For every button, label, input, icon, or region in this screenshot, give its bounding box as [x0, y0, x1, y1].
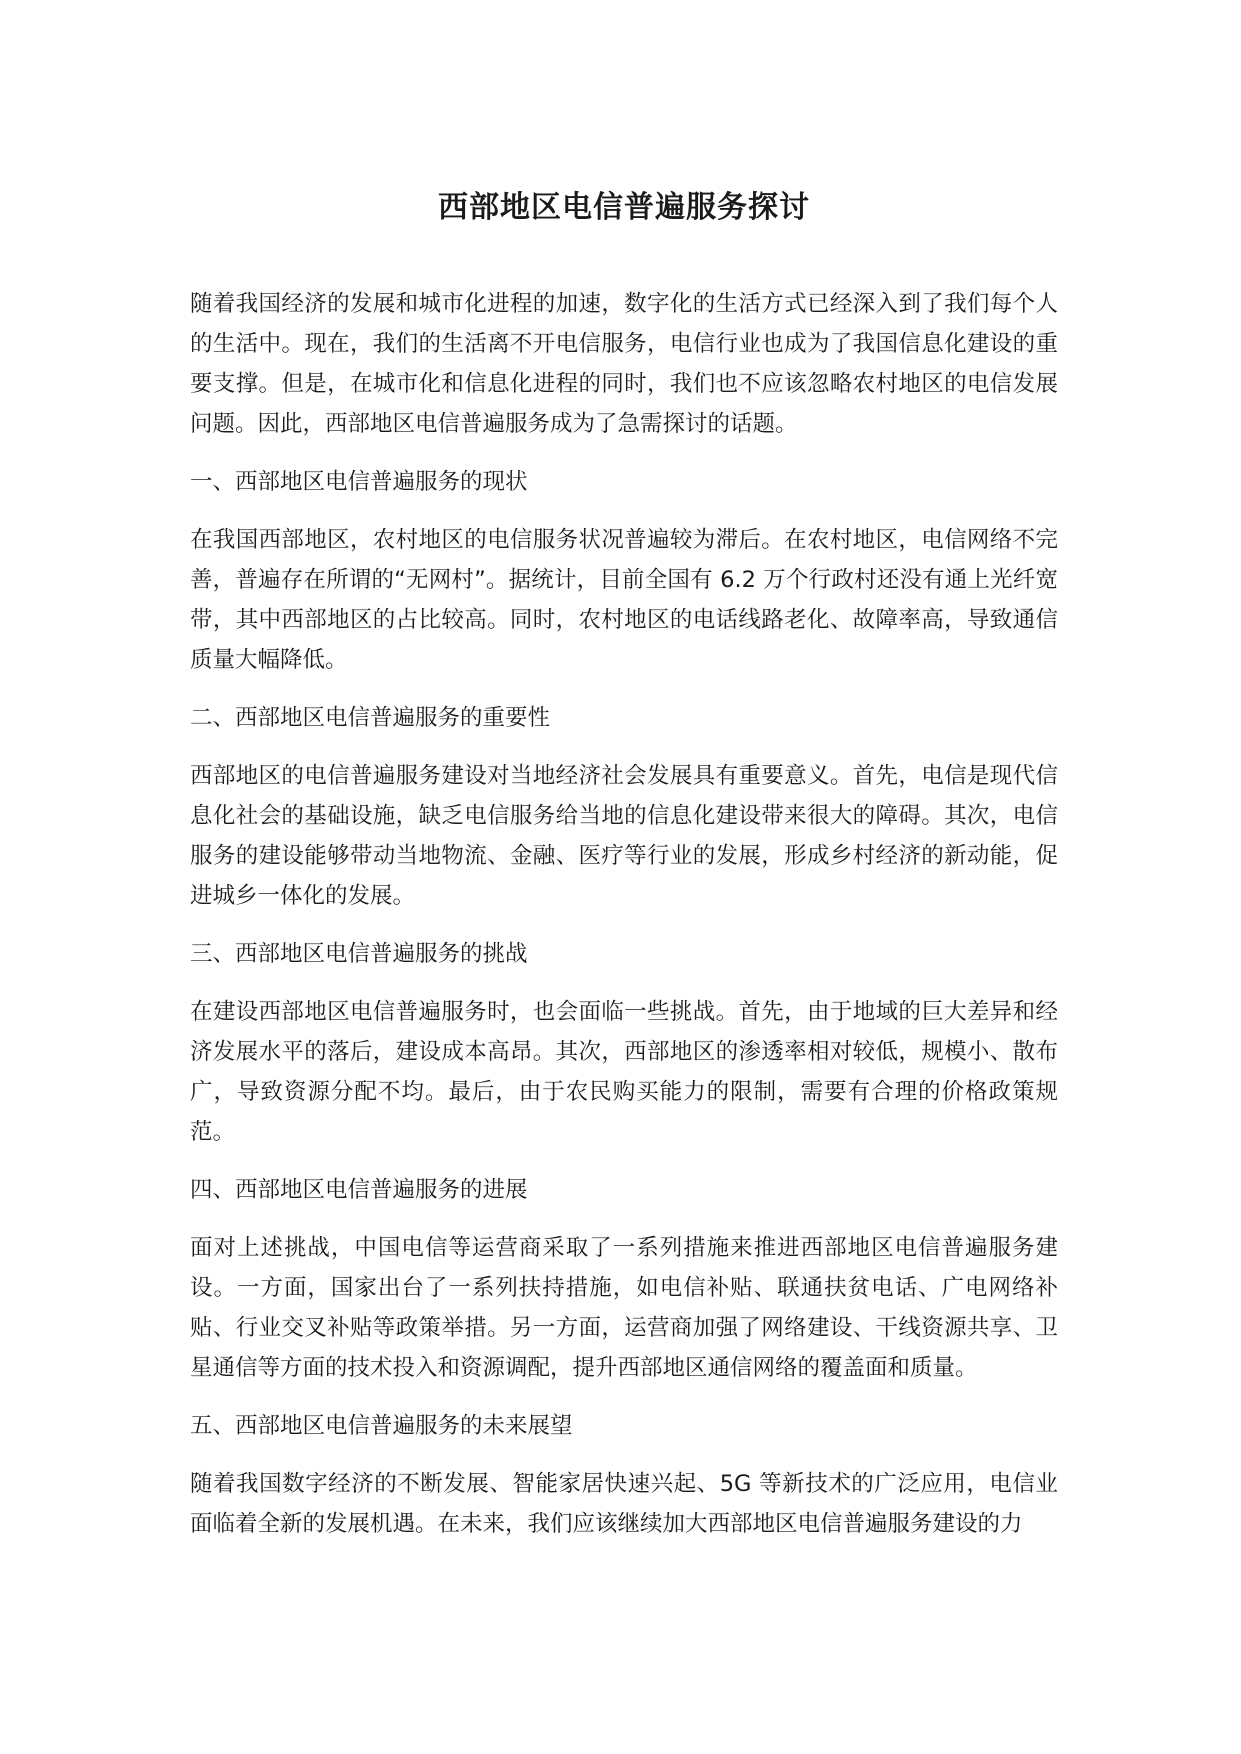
section-paragraph-outlook: 随着我国数字经济的不断发展、智能家居快速兴起、5G 等新技术的广泛应用，电信业面临着全新的发展机遇。在未来，我们应该继续加大西部地区电信普遍服务建设的力 — [190, 1471, 1058, 1537]
section-paragraph-progress: 面对上述挑战，中国电信等运营商采取了一系列措施来推进西部地区电信普遍服务建设。一方面，国家出台了一系列扶持措施，如电信补贴、联通扶贫电话、广电网络补贴、行业交叉补贴等政策举措。另一方面，运营商加强了网络建设、干线资源共享、卫星通信等方面的技术投入和资源调配，提升西部地区通信网络的覆盖面和质量。 — [190, 1235, 1058, 1381]
intro-paragraph: 随着我国经济的发展和城市化进程的加速，数字化的生活方式已经深入到了我们每个人的生活中。现在，我们的生活离不开电信服务，电信行业也成为了我国信息化建设的重要支撑。但是，在城市化和信息化进程的同时，我们也不应该忽略农村地区的电信发展问题。因此，西部地区电信普遍服务成为了急需探讨的话题。 — [190, 291, 1058, 437]
section-heading-status: 一、西部地区电信普遍服务的现状 — [190, 469, 528, 495]
section-heading-importance: 二、西部地区电信普遍服务的重要性 — [190, 705, 551, 731]
section-paragraph-importance: 西部地区的电信普遍服务建设对当地经济社会发展具有重要意义。首先，电信是现代信息化社会的基础设施，缺乏电信服务给当地的信息化建设带来很大的障碍。其次，电信服务的建设能够带动当地物流、金融、医疗等行业的发展，形成乡村经济的新动能，促进城乡一体化的发展。 — [190, 763, 1058, 909]
section-heading-outlook: 五、西部地区电信普遍服务的未来展望 — [190, 1413, 573, 1439]
document-title: 西部地区电信普遍服务探讨 — [438, 190, 810, 225]
document-page — [190, 170, 1058, 1562]
section-heading-challenges: 三、西部地区电信普遍服务的挑战 — [190, 941, 528, 967]
section-paragraph-challenges: 在建设西部地区电信普遍服务时，也会面临一些挑战。首先，由于地域的巨大差异和经济发展水平的落后，建设成本高昂。其次，西部地区的渗透率相对较低，规模小、散布广，导致资源分配不均。最后，由于农民购买能力的限制，需要有合理的价格政策规范。 — [190, 999, 1058, 1145]
section-paragraph-status: 在我国西部地区，农村地区的电信服务状况普遍较为滞后。在农村地区，电信网络不完善，普遍存在所谓的“无网村”。据统计，目前全国有 6.2 万个行政村还没有通上光纤宽带，其中西部地区的占比较高。同时，农村地区的电话线路老化、故障率高，导致通信质量大幅降低。 — [190, 527, 1058, 673]
section-heading-progress: 四、西部地区电信普遍服务的进展 — [190, 1177, 528, 1203]
